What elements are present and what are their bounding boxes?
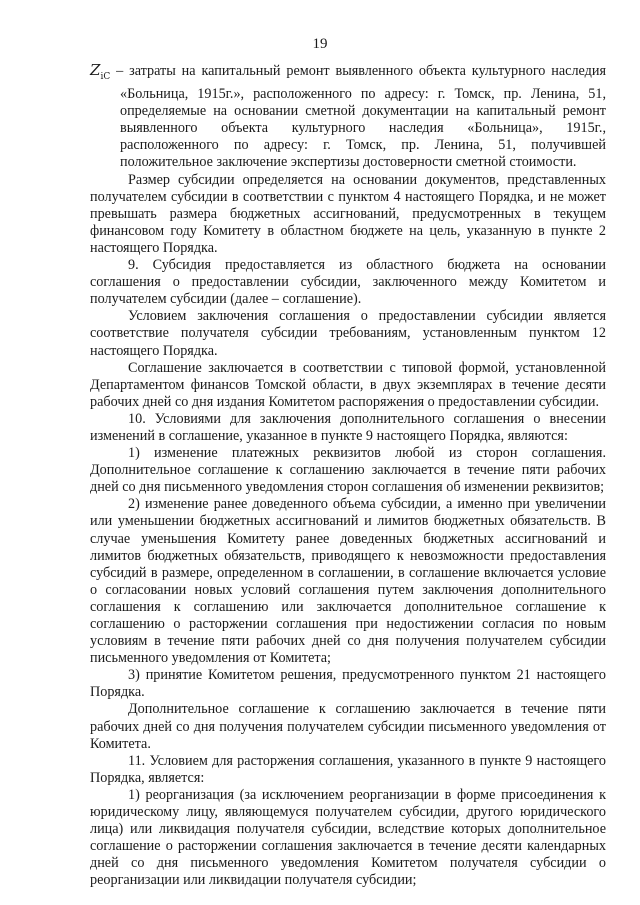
paragraph-9-condition: Условием заключения соглашения о предоставлении субсидии является соответствие получателя субсидии требованиям, установленным пунктом 12 настоящего Порядка. (90, 308, 606, 359)
paragraph-10-item-1: 1) изменение платежных реквизитов любой из сторон соглашения. Дополнительное соглашение к соглашению заключается в течение пяти рабочих дней со дня письменного уведомления сторон соглашения об изменении реквизитов; (90, 445, 606, 496)
paragraph-10: 10. Условиями для заключения дополнительного соглашения о внесении изменений в соглашение, указанное в пункте 9 настоящего Порядка, являются: (90, 410, 606, 444)
paragraph-11: 11. Условием для расторжения соглашения, указанного в пункте 9 настоящего Порядка, является: (90, 752, 606, 786)
paragraph-10-additional: Дополнительное соглашение к соглашению заключается в течение пяти рабочих дней со дня получения получателем субсидии письменного уведомления от Комитета. (90, 701, 606, 752)
paragraph-subsidy-size: Размер субсидии определяется на основании документов, представленных получателем субсидии в соответствии с пунктом 4 настоящего Порядка, и не может превышать размера бюджетных ассигнований, предусмотренных в текущем финансовом году Комитету в областном бюджете на цель, указанную в пункте 2 настоящего Порядка. (90, 171, 606, 256)
definition-z-paragraph (90, 62, 606, 172)
paragraph-10-item-3: 3) принятие Комитетом решения, предусмотренного пунктом 21 настоящего Порядка. (90, 667, 606, 701)
document-body (90, 62, 606, 890)
paragraph-9: 9. Субсидия предоставляется из областного бюджета на основании соглашения о предоставлении субсидии, заключенного между Комитетом и получателем субсидии (далее – соглашение). (90, 257, 606, 308)
definition-z-text: – затраты на капитальный ремонт выявленного объекта культурного наследия «Больница, 1915г.», расположенного по адресу: г. Томск, пр. Ленина, 51, определяемые на основании сметной документации на капитальный ремонт выявленного объекта культурного наследия «Больница», 1915г., расположенного по адресу: г. Томск, пр. Ленина, 51, получившей положительное заключение экспертизы достоверности сметной стоимости. (116, 63, 606, 171)
page-number: 19 (312, 36, 328, 52)
formula-symbol: $Z_{iC}$ (90, 61, 111, 82)
paragraph-9-agreement-form: Соглашение заключается в соответствии с типовой формой, установленной Департаментом финансов Томской области, в двух экземплярах в течение десяти рабочих дней со дня издания Комитетом распоряжения о предоставлении субсидии. (90, 359, 606, 410)
paragraph-11-item-1: 1) реорганизация (за исключением реорганизации в форме присоединения к юридическому лицу, являющемуся получателем субсидии, другого юридического лица) или ликвидация получателя субсидии, вследствие которых дополнительное соглашение о расторжении соглашения заключается в течение десяти календарных дней со дня письменного уведомления Комитетом получателя субсидии о реорганизации или ликвидации получателя субсидии; (90, 786, 606, 889)
paragraph-10-item-2: 2) изменение ранее доведенного объема субсидии, а именно при увеличении или уменьшении бюджетных ассигнований и лимитов бюджетных обязательств. В случае уменьшения Комитету ранее доведенных бюджетных ассигнований и лимитов бюджетных обязательств, приводящего к невозможности предоставления субсидий в размере, определенном в соглашении, в соглашение включается условие о согласовании новых условий соглашения путем заключения дополнительного соглашения к соглашению или заключается дополнительное соглашение к соглашению о расторжении соглашения при недостижении согласия по новым условиям в течение пяти рабочих дней со дня получения получателем субсидии письменного уведомления от Комитета; (90, 496, 606, 667)
